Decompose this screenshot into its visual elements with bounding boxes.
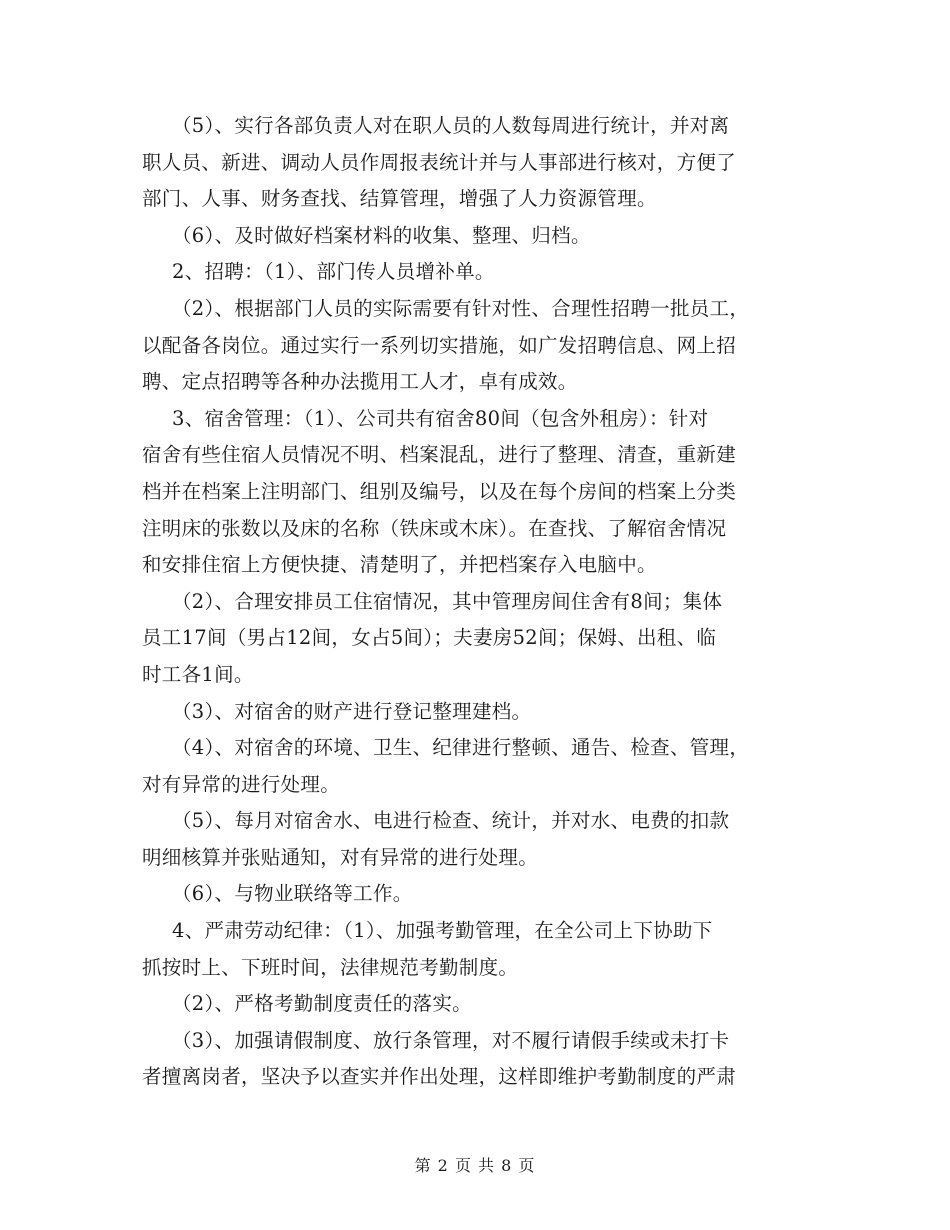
text-line: （4）、对宿舍的环境、卫生、纪律进行整顿、通告、检查、管理， (172, 736, 750, 760)
text-line: （2）、合理安排员工住宿情况，其中管理房间住舍有8间；集体 (172, 589, 723, 613)
text-line: 以配备各岗位。通过实行一系列切实措施，如广发招聘信息、网上招 (142, 333, 737, 357)
paragraph-dorm-environment (142, 730, 812, 803)
paragraph-recruit-detail (142, 291, 812, 401)
paragraph-leave-management (142, 1023, 812, 1096)
paragraph-dorm-management (142, 401, 812, 584)
paragraph-attendance-responsibility (142, 986, 812, 1023)
text-line: （6）、及时做好档案材料的收集、整理、归档。 (172, 223, 591, 247)
text-line: （3）、对宿舍的财产进行登记整理建档。 (172, 699, 532, 723)
paragraph-property-liaison (142, 876, 812, 913)
text-line: （2）、严格考勤制度责任的落实。 (172, 992, 472, 1016)
text-line: 档并在档案上注明部门、组别及编号，以及在每个房间的档案上分类 (142, 479, 737, 503)
text-line: 者擅离岗者，坚决予以查实并作出处理，这样即维护考勤制度的严肃 (142, 1065, 737, 1089)
paragraph-labor-discipline (142, 913, 812, 986)
paragraph-dept-stats (142, 108, 812, 218)
text-line: 聘、定点招聘等各种办法揽用工人才，卓有成效。 (142, 370, 578, 394)
paragraph-dorm-allocation (142, 584, 812, 694)
text-line: 抓按时上、下班时间，法律规范考勤制度。 (142, 955, 519, 979)
text-line: 员工17间（男占12间，女占5间）；夫妻房52间；保姆、出租、临 (142, 626, 717, 650)
text-line: 对有异常的进行处理。 (142, 772, 341, 796)
text-line: 3、宿舍管理：（1）、公司共有宿舍80间（包含外租房）：针对 (172, 406, 709, 430)
paragraph-archive (142, 218, 812, 255)
document-body (142, 108, 812, 1096)
paragraph-dorm-utilities (142, 803, 812, 876)
page-number-footer: 第 2 页 共 8 页 (414, 1156, 536, 1175)
text-line: 宿舍有些住宿人员情况不明、档案混乱，进行了整理、清查，重新建 (142, 443, 737, 467)
text-line: （5）、每月对宿舍水、电进行检查、统计，并对水、电费的扣款 (172, 809, 730, 833)
text-line: 注明床的张数以及床的名称（铁床或木床）。在查找、了解宿舍情况 (142, 516, 727, 540)
text-line: 4、严肃劳动纪律：（1）、加强考勤管理，在全公司上下协助下 (172, 919, 713, 943)
text-line: 明细核算并张贴通知，对有异常的进行处理。 (142, 845, 539, 869)
text-line: （3）、加强请假制度、放行条管理，对不履行请假手续或未打卡 (172, 1028, 730, 1052)
text-line: 2、招聘：（1）、部门传人员增补单。 (172, 260, 495, 284)
text-line: （2）、根据部门人员的实际需要有针对性、合理性招聘一批员工， (172, 296, 750, 320)
text-line: （5）、实行各部负责人对在职人员的人数每周进行统计，并对离 (172, 114, 730, 137)
text-line: 和安排住宿上方便快捷、清楚明了，并把档案存入电脑中。 (142, 553, 657, 577)
text-line: 部门、人事、财务查找、结算管理，增强了人力资源管理。 (142, 187, 657, 211)
paragraph-dorm-property (142, 694, 812, 731)
text-line: 职人员、新进、调动人员作周报表统计并与人事部进行核对，方便了 (142, 150, 737, 174)
paragraph-recruit-heading (142, 254, 812, 291)
text-line: 时工各1间。 (142, 662, 254, 686)
text-line: （6）、与物业联络等工作。 (172, 882, 413, 906)
